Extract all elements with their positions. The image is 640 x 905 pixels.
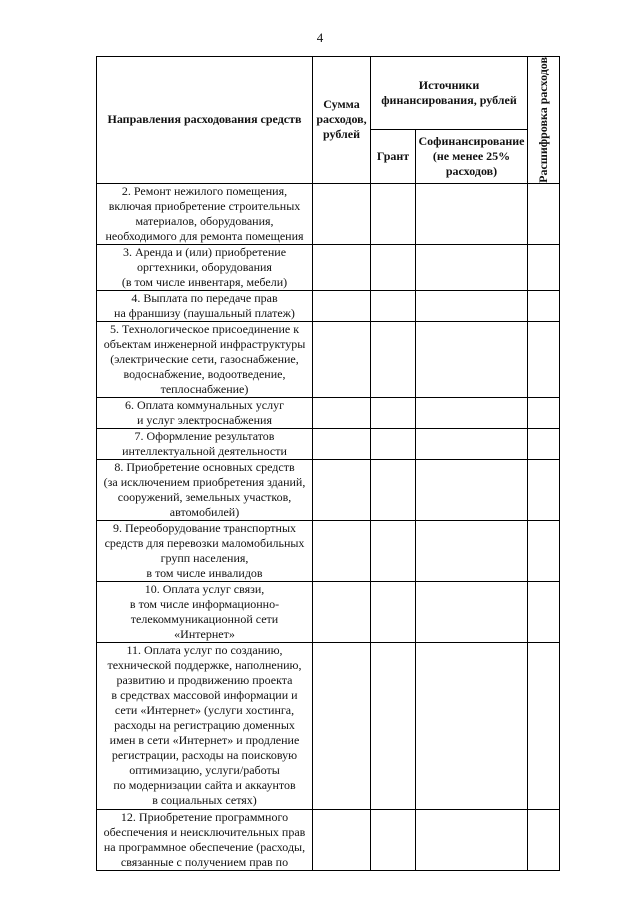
row-sum-cell[interactable] bbox=[313, 183, 371, 244]
row-direction-text: развитию и продвижению проекта bbox=[116, 672, 293, 687]
row-breakdown-cell[interactable] bbox=[528, 428, 560, 459]
row-direction-cell bbox=[97, 397, 313, 428]
row-direction-text: объектам инженерной инфраструктуры bbox=[103, 336, 306, 351]
row-direction-text: 2. Ремонт нежилого помещения, bbox=[121, 183, 288, 198]
row-direction-text: (за исключением приобретения зданий, bbox=[103, 474, 306, 489]
row-direction-text: 6. Оплата коммунальных услуг bbox=[124, 397, 285, 412]
table-row bbox=[97, 809, 560, 870]
row-grant-cell[interactable] bbox=[371, 520, 416, 581]
row-grant-cell[interactable] bbox=[371, 183, 416, 244]
row-breakdown-cell[interactable] bbox=[528, 520, 560, 581]
header-breakdown bbox=[528, 57, 560, 184]
table-row bbox=[97, 183, 560, 244]
row-direction-cell bbox=[97, 459, 313, 520]
row-cofinancing-cell[interactable] bbox=[416, 642, 528, 809]
row-breakdown-cell[interactable] bbox=[528, 397, 560, 428]
table-row bbox=[97, 581, 560, 642]
row-cofinancing-cell[interactable] bbox=[416, 321, 528, 397]
row-direction-text: 10. Оплата услуг связи, bbox=[144, 581, 265, 596]
row-direction-text: 12. Приобретение программного bbox=[120, 809, 289, 824]
row-direction-text: 5. Технологическое присоединение к bbox=[109, 321, 300, 336]
row-breakdown-cell[interactable] bbox=[528, 321, 560, 397]
row-direction-text: 9. Переоборудование транспортных bbox=[112, 520, 297, 535]
row-direction-text: телекоммуникационной сети bbox=[130, 611, 279, 626]
header-cofinancing: Софинансирование (не менее 25% расходов) bbox=[416, 129, 528, 183]
row-cofinancing-cell[interactable] bbox=[416, 581, 528, 642]
row-direction-text: и услуг электроснабжения bbox=[137, 412, 272, 427]
table-row bbox=[97, 244, 560, 290]
row-grant-cell[interactable] bbox=[371, 397, 416, 428]
row-grant-cell[interactable] bbox=[371, 428, 416, 459]
row-grant-cell[interactable] bbox=[371, 459, 416, 520]
row-direction-cell bbox=[97, 809, 313, 870]
row-direction-cell bbox=[97, 290, 313, 321]
row-direction-text: в том числе информационно- bbox=[129, 596, 280, 611]
row-sum-cell[interactable] bbox=[313, 290, 371, 321]
row-direction-cell bbox=[97, 183, 313, 244]
table-row bbox=[97, 642, 560, 809]
row-direction-text: (в том числе инвентаря, мебели) bbox=[121, 274, 288, 289]
row-direction-text: средств для перевозки маломобильных bbox=[104, 535, 305, 550]
row-direction-text: сети «Интернет» (услуги хостинга, bbox=[114, 702, 295, 717]
row-direction-text: теплоснабжение) bbox=[160, 381, 249, 396]
row-grant-cell[interactable] bbox=[371, 642, 416, 809]
row-direction-text: 11. Оплата услуг по созданию, bbox=[126, 642, 283, 657]
row-direction-text: необходимого для ремонта помещения bbox=[105, 228, 304, 243]
row-direction-cell bbox=[97, 520, 313, 581]
row-direction-text: 7. Оформление результатов bbox=[134, 428, 275, 443]
row-breakdown-cell[interactable] bbox=[528, 642, 560, 809]
row-sum-cell[interactable] bbox=[313, 581, 371, 642]
row-cofinancing-cell[interactable] bbox=[416, 244, 528, 290]
header-sum: Сумма расходов, рублей bbox=[313, 57, 371, 184]
row-direction-text: «Интернет» bbox=[174, 626, 235, 641]
row-cofinancing-cell[interactable] bbox=[416, 290, 528, 321]
row-sum-cell[interactable] bbox=[313, 428, 371, 459]
row-direction-text: автомобилей) bbox=[169, 504, 240, 519]
row-cofinancing-cell[interactable] bbox=[416, 520, 528, 581]
row-direction-text: (электрические сети, газоснабжение, bbox=[110, 351, 299, 366]
row-direction-text: обеспечения и неисключительных прав bbox=[103, 824, 306, 839]
row-direction-text: сооружений, земельных участков, bbox=[117, 489, 292, 504]
row-sum-cell[interactable] bbox=[313, 244, 371, 290]
row-direction-text: имен в сети «Интернет» и продление bbox=[109, 732, 300, 747]
header-breakdown-text: Расшифровка расходов bbox=[536, 57, 550, 183]
table-row bbox=[97, 397, 560, 428]
row-direction-text: технической поддержке, наполнению, bbox=[107, 657, 302, 672]
row-cofinancing-cell[interactable] bbox=[416, 809, 528, 870]
page-number: 4 bbox=[316, 30, 324, 45]
table-row bbox=[97, 428, 560, 459]
row-direction-cell bbox=[97, 581, 313, 642]
row-breakdown-cell[interactable] bbox=[528, 183, 560, 244]
row-direction-cell bbox=[97, 642, 313, 809]
row-direction-text: в средствах массовой информации и bbox=[111, 687, 298, 702]
row-direction-cell bbox=[97, 321, 313, 397]
row-sum-cell[interactable] bbox=[313, 809, 371, 870]
row-grant-cell[interactable] bbox=[371, 321, 416, 397]
row-sum-cell[interactable] bbox=[313, 321, 371, 397]
row-direction-text: включая приобретение строительных bbox=[108, 198, 301, 213]
header-sources: Источники финансирования, рублей bbox=[371, 57, 528, 130]
row-sum-cell[interactable] bbox=[313, 397, 371, 428]
row-direction-text: расходы на регистрацию доменных bbox=[114, 717, 295, 732]
row-direction-text: на франшизу (паушальный платеж) bbox=[114, 305, 295, 320]
row-direction-text: оптимизацию, услуги/работы bbox=[129, 762, 280, 777]
row-grant-cell[interactable] bbox=[371, 809, 416, 870]
table-row bbox=[97, 290, 560, 321]
row-cofinancing-cell[interactable] bbox=[416, 397, 528, 428]
row-sum-cell[interactable] bbox=[313, 459, 371, 520]
row-direction-text: водоснабжение, водоотведение, bbox=[123, 366, 286, 381]
row-direction-text: интеллектуальной деятельности bbox=[122, 443, 287, 458]
table-row bbox=[97, 520, 560, 581]
row-sum-cell[interactable] bbox=[313, 520, 371, 581]
row-grant-cell[interactable] bbox=[371, 581, 416, 642]
row-direction-text: регистрации, расходы на поисковую bbox=[111, 747, 298, 762]
row-direction-cell bbox=[97, 244, 313, 290]
row-cofinancing-cell[interactable] bbox=[416, 459, 528, 520]
row-direction-cell bbox=[97, 428, 313, 459]
row-direction-text: по модернизации сайта и аккаунтов bbox=[113, 777, 296, 792]
row-direction-text: связанные с получением прав по bbox=[120, 854, 289, 869]
header-direction: Направления расходования средств bbox=[97, 57, 313, 184]
row-direction-text: 4. Выплата по передаче прав bbox=[131, 290, 278, 305]
row-direction-text: групп населения, bbox=[160, 550, 249, 565]
row-direction-text: 3. Аренда и (или) приобретение bbox=[122, 244, 287, 259]
expense-table bbox=[96, 56, 560, 871]
header-grant: Грант bbox=[371, 129, 416, 183]
row-breakdown-cell[interactable] bbox=[528, 244, 560, 290]
row-breakdown-cell[interactable] bbox=[528, 459, 560, 520]
row-direction-text: оргтехники, оборудования bbox=[137, 259, 272, 274]
table-row bbox=[97, 459, 560, 520]
row-cofinancing-cell[interactable] bbox=[416, 183, 528, 244]
row-grant-cell[interactable] bbox=[371, 244, 416, 290]
row-direction-text: в том числе инвалидов bbox=[146, 565, 263, 580]
row-direction-text: материалов, оборудования, bbox=[135, 213, 274, 228]
row-breakdown-cell[interactable] bbox=[528, 581, 560, 642]
row-breakdown-cell[interactable] bbox=[528, 290, 560, 321]
row-grant-cell[interactable] bbox=[371, 290, 416, 321]
row-direction-text: в социальных сетях) bbox=[152, 792, 257, 807]
table-row bbox=[97, 321, 560, 397]
row-direction-text: 8. Приобретение основных средств bbox=[114, 459, 295, 474]
row-cofinancing-cell[interactable] bbox=[416, 428, 528, 459]
row-breakdown-cell[interactable] bbox=[528, 809, 560, 870]
row-sum-cell[interactable] bbox=[313, 642, 371, 809]
row-direction-text: на программное обеспечение (расходы, bbox=[103, 839, 306, 854]
